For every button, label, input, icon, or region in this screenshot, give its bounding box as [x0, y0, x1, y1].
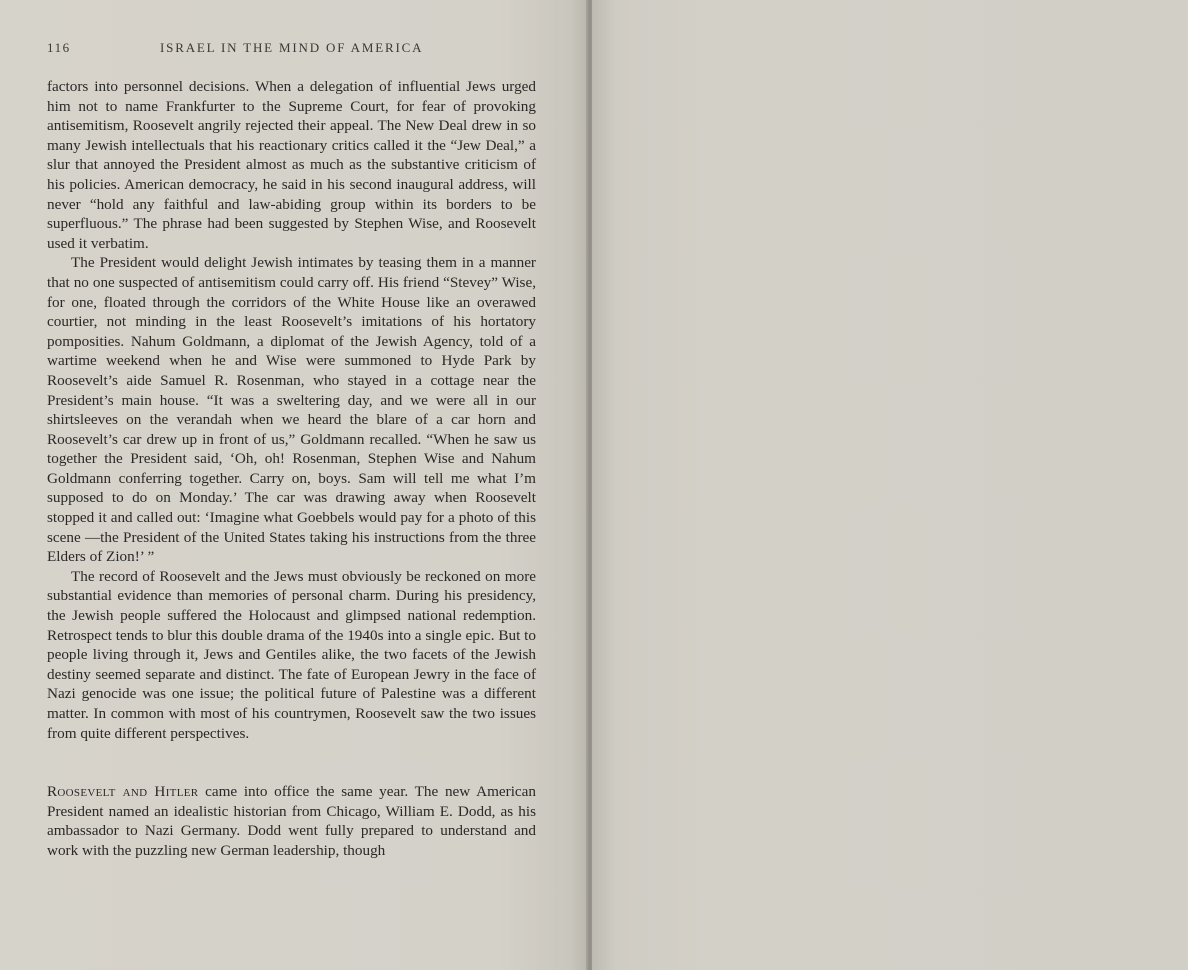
paragraph: The record of Roosevelt and the Jews must obviously be reckoned on more substantial evidence than memories of personal charm. During his presidency, the Jewish people suffered the Holocaust and glimpsed national redemption. Retrospect tends to blur this double drama of the 1940s into a single epic. But to people living through it, Jews and Gentiles alike, the two facets of the Jewish destiny seemed separate and distinct. The fate of European Jewry in the face of Nazi genocide was one issue; the political future of Palestine was a different matter. In common with most of his countrymen, Roosevelt saw the two issues from quite different perspectives.	[47, 567, 536, 742]
running-title: ISRAEL IN THE MIND OF AMERICA	[160, 40, 424, 55]
right-page	[592, 0, 1188, 970]
left-page	[0, 0, 588, 970]
section-lead-in: Roosevelt and Hitler	[47, 783, 199, 801]
left-body-text	[47, 77, 536, 861]
page-number: 116	[47, 40, 71, 55]
section-text: came into office the same year. The new American President named an idealistic historian from Chicago, William E. Dodd, as his ambassador to Nazi Germany. Dodd went fully prepared to understand and work with the puzzling new German leadership, though	[47, 783, 537, 859]
section-break	[47, 743, 536, 782]
paragraph: factors into personnel decisions. When a delegation of influential Jews urged him not to name Frankfurter to the Supreme Court, for fear of provoking antisemitism, Roosevelt angrily rejected their appeal. The New Deal drew in so many Jewish intellectuals that his reactionary critics called it the “Jew Deal,” a slur that annoyed the President almost as much as the substantive criticism of his policies. American democracy, he said in his second inaugural address, will never “hold any faithful and law-abiding group within its borders to be superfluous.” The phrase had been suggested by Stephen Wise, and Roosevelt used it verbatim.	[47, 78, 536, 252]
section-opening-paragraph	[47, 782, 536, 860]
paragraph: The President would delight Jewish intimates by teasing them in a manner that no one suspected of antisemitism could carry off. His friend “Stevey” Wise, for one, floated through the corridors of the White House like an overawed courtier, not minding in the least Roosevelt’s imitations of his hortatory pomposities. Nahum Goldmann, a diplomat of the Jewish Agency, told of a wartime weekend when he and Wise were summoned to Hyde Park by Roosevelt’s aide Samuel R. Rosenman, who stayed in a cottage near the President’s main house. “It was a sweltering day, and we were all in our shirtsleeves on the verandah when we heard the blare of a car horn and Roosevelt’s car drew up in front of us,” Goldmann recalled. “When he saw us together the President said, ‘Oh, oh! Rosenman, Stephen Wise and Nahum Goldmann conferring together. Carry on, boys. Sam will tell me what I’m supposed to do on Monday.’ The car was drawing away when Roosevelt stopped it and called out: ‘Imagine what Goebbels would pay for a photo of this scene —the President of the United States taking his instructions from the three Elders of Zion!’ ”	[47, 254, 536, 566]
